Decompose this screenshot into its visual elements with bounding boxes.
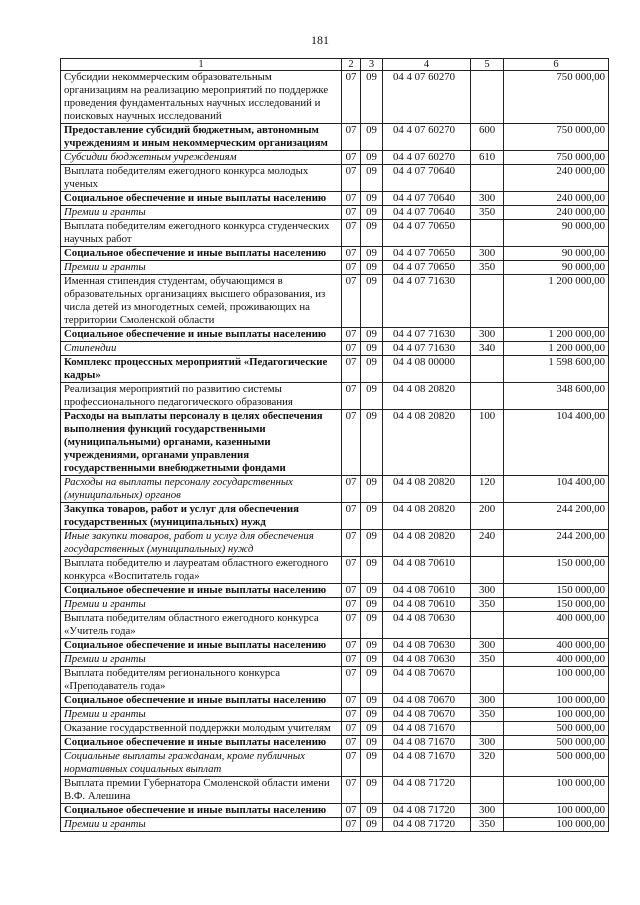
section-code-cell: 07 xyxy=(342,383,361,410)
row-name-cell: Социальное обеспечение и иные выплаты населению xyxy=(61,192,342,206)
section-code-cell: 07 xyxy=(342,694,361,708)
subsection-code-cell: 09 xyxy=(361,503,383,530)
table-row xyxy=(61,383,609,410)
header-row xyxy=(61,59,609,71)
amount-cell: 750 000,00 xyxy=(504,124,609,151)
table-row xyxy=(61,557,609,584)
amount-cell: 100 000,00 xyxy=(504,818,609,832)
table-row xyxy=(61,192,609,206)
expense-type-cell xyxy=(471,356,504,383)
amount-cell: 100 000,00 xyxy=(504,708,609,722)
section-code-cell: 07 xyxy=(342,124,361,151)
expense-type-cell: 300 xyxy=(471,192,504,206)
amount-cell: 1 200 000,00 xyxy=(504,275,609,328)
subsection-code-cell: 09 xyxy=(361,124,383,151)
section-code-cell: 07 xyxy=(342,165,361,192)
amount-cell: 750 000,00 xyxy=(504,151,609,165)
amount-cell: 1 200 000,00 xyxy=(504,342,609,356)
row-name-cell: Выплата победителям ежегодного конкурса студенческих научных работ xyxy=(61,220,342,247)
expense-type-cell xyxy=(471,71,504,124)
section-code-cell: 07 xyxy=(342,410,361,476)
table-row xyxy=(61,124,609,151)
section-code-cell: 07 xyxy=(342,530,361,557)
expense-type-cell: 350 xyxy=(471,708,504,722)
subsection-code-cell: 09 xyxy=(361,476,383,503)
section-code-cell: 07 xyxy=(342,557,361,584)
expense-type-cell: 300 xyxy=(471,247,504,261)
target-article-cell: 04 4 08 70610 xyxy=(383,584,471,598)
table-row xyxy=(61,261,609,275)
section-code-cell: 07 xyxy=(342,476,361,503)
amount-cell: 240 000,00 xyxy=(504,165,609,192)
budget-table xyxy=(60,58,609,832)
table-row xyxy=(61,71,609,124)
section-code-cell: 07 xyxy=(342,247,361,261)
target-article-cell: 04 4 08 70670 xyxy=(383,708,471,722)
target-article-cell: 04 4 07 60270 xyxy=(383,124,471,151)
expense-type-cell xyxy=(471,165,504,192)
expense-type-cell xyxy=(471,557,504,584)
header-cell: 6 xyxy=(504,59,609,71)
subsection-code-cell: 09 xyxy=(361,584,383,598)
target-article-cell: 04 4 07 70650 xyxy=(383,247,471,261)
header-cell: 4 xyxy=(383,59,471,71)
target-article-cell: 04 4 08 20820 xyxy=(383,476,471,503)
expense-type-cell: 300 xyxy=(471,736,504,750)
section-code-cell: 07 xyxy=(342,192,361,206)
header-cell: 3 xyxy=(361,59,383,71)
expense-type-cell: 340 xyxy=(471,342,504,356)
target-article-cell: 04 4 07 70640 xyxy=(383,165,471,192)
table-row xyxy=(61,736,609,750)
subsection-code-cell: 09 xyxy=(361,342,383,356)
row-name-cell: Выплата победителям регионального конкурса «Преподаватель года» xyxy=(61,667,342,694)
subsection-code-cell: 09 xyxy=(361,653,383,667)
amount-cell: 750 000,00 xyxy=(504,71,609,124)
amount-cell: 240 000,00 xyxy=(504,192,609,206)
expense-type-cell: 320 xyxy=(471,750,504,777)
subsection-code-cell: 09 xyxy=(361,410,383,476)
expense-type-cell: 300 xyxy=(471,328,504,342)
table-row xyxy=(61,342,609,356)
target-article-cell: 04 4 08 71720 xyxy=(383,804,471,818)
row-name-cell: Предоставление субсидий бюджетным, автономным учреждениям и иным некоммерческим организациям xyxy=(61,124,342,151)
target-article-cell: 04 4 08 20820 xyxy=(383,503,471,530)
row-name-cell: Социальное обеспечение и иные выплаты населению xyxy=(61,639,342,653)
section-code-cell: 07 xyxy=(342,722,361,736)
amount-cell: 150 000,00 xyxy=(504,557,609,584)
target-article-cell: 04 4 08 70610 xyxy=(383,598,471,612)
table-row xyxy=(61,247,609,261)
amount-cell: 244 200,00 xyxy=(504,503,609,530)
table-row xyxy=(61,667,609,694)
amount-cell: 400 000,00 xyxy=(504,612,609,639)
section-code-cell: 07 xyxy=(342,708,361,722)
section-code-cell: 07 xyxy=(342,818,361,832)
amount-cell: 400 000,00 xyxy=(504,639,609,653)
subsection-code-cell: 09 xyxy=(361,736,383,750)
subsection-code-cell: 09 xyxy=(361,804,383,818)
row-name-cell: Социальное обеспечение и иные выплаты населению xyxy=(61,247,342,261)
amount-cell: 100 000,00 xyxy=(504,777,609,804)
table-row xyxy=(61,530,609,557)
section-code-cell: 07 xyxy=(342,736,361,750)
table-row xyxy=(61,818,609,832)
row-name-cell: Выплата победителям областного ежегодного конкурса «Учитель года» xyxy=(61,612,342,639)
row-name-cell: Расходы на выплаты персоналу государственных (муниципальных) органов xyxy=(61,476,342,503)
amount-cell: 348 600,00 xyxy=(504,383,609,410)
amount-cell: 100 000,00 xyxy=(504,667,609,694)
row-name-cell: Стипендии xyxy=(61,342,342,356)
target-article-cell: 04 4 07 71630 xyxy=(383,342,471,356)
section-code-cell: 07 xyxy=(342,328,361,342)
table-row xyxy=(61,750,609,777)
table-row xyxy=(61,275,609,328)
amount-cell: 500 000,00 xyxy=(504,750,609,777)
expense-type-cell: 350 xyxy=(471,818,504,832)
row-name-cell: Иные закупки товаров, работ и услуг для обеспечения государственных (муниципальных) нужд xyxy=(61,530,342,557)
row-name-cell: Премии и гранты xyxy=(61,598,342,612)
row-name-cell: Именная стипендия студентам, обучающимся в образовательных организациях высшего образования, из числа детей из многодетных семей, проживающих на территории Смоленской области xyxy=(61,275,342,328)
subsection-code-cell: 09 xyxy=(361,206,383,220)
section-code-cell: 07 xyxy=(342,750,361,777)
target-article-cell: 04 4 07 70650 xyxy=(383,261,471,275)
table-row xyxy=(61,356,609,383)
expense-type-cell xyxy=(471,667,504,694)
target-article-cell: 04 4 08 20820 xyxy=(383,383,471,410)
row-name-cell: Премии и гранты xyxy=(61,653,342,667)
row-name-cell: Премии и гранты xyxy=(61,206,342,220)
table-row xyxy=(61,584,609,598)
target-article-cell: 04 4 07 70640 xyxy=(383,206,471,220)
subsection-code-cell: 09 xyxy=(361,356,383,383)
row-name-cell: Комплекс процессных мероприятий «Педагогические кадры» xyxy=(61,356,342,383)
table-row xyxy=(61,410,609,476)
target-article-cell: 04 4 08 71720 xyxy=(383,818,471,832)
target-article-cell: 04 4 08 71670 xyxy=(383,722,471,736)
table-row xyxy=(61,165,609,192)
subsection-code-cell: 09 xyxy=(361,261,383,275)
subsection-code-cell: 09 xyxy=(361,383,383,410)
expense-type-cell: 300 xyxy=(471,584,504,598)
subsection-code-cell: 09 xyxy=(361,247,383,261)
expense-type-cell: 350 xyxy=(471,653,504,667)
subsection-code-cell: 09 xyxy=(361,694,383,708)
target-article-cell: 04 4 08 70630 xyxy=(383,639,471,653)
row-name-cell: Выплата победителям ежегодного конкурса молодых ученых xyxy=(61,165,342,192)
amount-cell: 104 400,00 xyxy=(504,410,609,476)
row-name-cell: Премии и гранты xyxy=(61,818,342,832)
amount-cell: 90 000,00 xyxy=(504,261,609,275)
section-code-cell: 07 xyxy=(342,584,361,598)
expense-type-cell: 350 xyxy=(471,261,504,275)
subsection-code-cell: 09 xyxy=(361,639,383,653)
target-article-cell: 04 4 08 71670 xyxy=(383,750,471,777)
subsection-code-cell: 09 xyxy=(361,328,383,342)
subsection-code-cell: 09 xyxy=(361,165,383,192)
amount-cell: 1 598 600,00 xyxy=(504,356,609,383)
row-name-cell: Оказание государственной поддержки молодым учителям xyxy=(61,722,342,736)
row-name-cell: Выплата премии Губернатора Смоленской области имени В.Ф. Алешина xyxy=(61,777,342,804)
section-code-cell: 07 xyxy=(342,804,361,818)
subsection-code-cell: 09 xyxy=(361,192,383,206)
section-code-cell: 07 xyxy=(342,261,361,275)
section-code-cell: 07 xyxy=(342,206,361,220)
row-name-cell: Социальное обеспечение и иные выплаты населению xyxy=(61,736,342,750)
row-name-cell: Выплата победителю и лауреатам областного ежегодного конкурса «Воспитатель года» xyxy=(61,557,342,584)
table-row xyxy=(61,612,609,639)
expense-type-cell: 240 xyxy=(471,530,504,557)
expense-type-cell: 120 xyxy=(471,476,504,503)
amount-cell: 500 000,00 xyxy=(504,722,609,736)
row-name-cell: Реализация мероприятий по развитию системы профессионального педагогического образования xyxy=(61,383,342,410)
expense-type-cell xyxy=(471,275,504,328)
section-code-cell: 07 xyxy=(342,667,361,694)
amount-cell: 400 000,00 xyxy=(504,653,609,667)
expense-type-cell: 610 xyxy=(471,151,504,165)
expense-type-cell xyxy=(471,612,504,639)
target-article-cell: 04 4 08 70630 xyxy=(383,612,471,639)
subsection-code-cell: 09 xyxy=(361,708,383,722)
subsection-code-cell: 09 xyxy=(361,151,383,165)
table-row xyxy=(61,598,609,612)
target-article-cell: 04 4 08 70630 xyxy=(383,653,471,667)
amount-cell: 500 000,00 xyxy=(504,736,609,750)
section-code-cell: 07 xyxy=(342,151,361,165)
row-name-cell: Премии и гранты xyxy=(61,708,342,722)
row-name-cell: Субсидии некоммерческим образовательным организациям на реализацию мероприятий по поддержке проведения фундаментальных научных исследований и поисковых научных исследований xyxy=(61,71,342,124)
table-row xyxy=(61,708,609,722)
row-name-cell: Социальные выплаты гражданам, кроме публичных нормативных социальных выплат xyxy=(61,750,342,777)
expense-type-cell: 300 xyxy=(471,804,504,818)
row-name-cell: Социальное обеспечение и иные выплаты населению xyxy=(61,804,342,818)
row-name-cell: Премии и гранты xyxy=(61,261,342,275)
subsection-code-cell: 09 xyxy=(361,275,383,328)
header-cell: 2 xyxy=(342,59,361,71)
expense-type-cell: 350 xyxy=(471,598,504,612)
target-article-cell: 04 4 08 70610 xyxy=(383,557,471,584)
table-row xyxy=(61,722,609,736)
target-article-cell: 04 4 08 00000 xyxy=(383,356,471,383)
subsection-code-cell: 09 xyxy=(361,750,383,777)
header-cell: 1 xyxy=(61,59,342,71)
section-code-cell: 07 xyxy=(342,653,361,667)
row-name-cell: Социальное обеспечение и иные выплаты населению xyxy=(61,328,342,342)
amount-cell: 150 000,00 xyxy=(504,584,609,598)
table-row xyxy=(61,804,609,818)
section-code-cell: 07 xyxy=(342,342,361,356)
amount-cell: 240 000,00 xyxy=(504,206,609,220)
target-article-cell: 04 4 07 60270 xyxy=(383,71,471,124)
target-article-cell: 04 4 07 70650 xyxy=(383,220,471,247)
table-row xyxy=(61,503,609,530)
expense-type-cell: 300 xyxy=(471,694,504,708)
section-code-cell: 07 xyxy=(342,612,361,639)
section-code-cell: 07 xyxy=(342,220,361,247)
subsection-code-cell: 09 xyxy=(361,777,383,804)
subsection-code-cell: 09 xyxy=(361,220,383,247)
amount-cell: 244 200,00 xyxy=(504,530,609,557)
expense-type-cell: 200 xyxy=(471,503,504,530)
subsection-code-cell: 09 xyxy=(361,557,383,584)
target-article-cell: 04 4 08 70670 xyxy=(383,667,471,694)
table-row xyxy=(61,639,609,653)
amount-cell: 100 000,00 xyxy=(504,804,609,818)
table-row xyxy=(61,476,609,503)
table-row xyxy=(61,206,609,220)
row-name-cell: Закупка товаров, работ и услуг для обеспечения государственных (муниципальных) нужд xyxy=(61,503,342,530)
subsection-code-cell: 09 xyxy=(361,612,383,639)
target-article-cell: 04 4 07 70640 xyxy=(383,192,471,206)
section-code-cell: 07 xyxy=(342,639,361,653)
amount-cell: 104 400,00 xyxy=(504,476,609,503)
expense-type-cell xyxy=(471,722,504,736)
subsection-code-cell: 09 xyxy=(361,667,383,694)
expense-type-cell xyxy=(471,383,504,410)
row-name-cell: Субсидии бюджетным учреждениям xyxy=(61,151,342,165)
expense-type-cell: 300 xyxy=(471,639,504,653)
table-row xyxy=(61,151,609,165)
target-article-cell: 04 4 07 60270 xyxy=(383,151,471,165)
amount-cell: 100 000,00 xyxy=(504,694,609,708)
amount-cell: 90 000,00 xyxy=(504,247,609,261)
section-code-cell: 07 xyxy=(342,777,361,804)
amount-cell: 90 000,00 xyxy=(504,220,609,247)
target-article-cell: 04 4 07 71630 xyxy=(383,328,471,342)
expense-type-cell xyxy=(471,220,504,247)
target-article-cell: 04 4 08 20820 xyxy=(383,530,471,557)
expense-type-cell: 100 xyxy=(471,410,504,476)
section-code-cell: 07 xyxy=(342,503,361,530)
table-row xyxy=(61,694,609,708)
subsection-code-cell: 09 xyxy=(361,530,383,557)
table-row xyxy=(61,777,609,804)
target-article-cell: 04 4 08 20820 xyxy=(383,410,471,476)
subsection-code-cell: 09 xyxy=(361,818,383,832)
row-name-cell: Социальное обеспечение и иные выплаты населению xyxy=(61,694,342,708)
subsection-code-cell: 09 xyxy=(361,71,383,124)
row-name-cell: Социальное обеспечение и иные выплаты населению xyxy=(61,584,342,598)
section-code-cell: 07 xyxy=(342,356,361,383)
subsection-code-cell: 09 xyxy=(361,722,383,736)
subsection-code-cell: 09 xyxy=(361,598,383,612)
amount-cell: 1 200 000,00 xyxy=(504,328,609,342)
target-article-cell: 04 4 07 71630 xyxy=(383,275,471,328)
expense-type-cell: 600 xyxy=(471,124,504,151)
section-code-cell: 07 xyxy=(342,71,361,124)
section-code-cell: 07 xyxy=(342,275,361,328)
expense-type-cell: 350 xyxy=(471,206,504,220)
header-cell: 5 xyxy=(471,59,504,71)
row-name-cell: Расходы на выплаты персоналу в целях обеспечения выполнения функций государственными (муниципальными) органами, казенными учреждениями, органами управления государственными внебюджетными фондами xyxy=(61,410,342,476)
table-row xyxy=(61,653,609,667)
table-row xyxy=(61,328,609,342)
target-article-cell: 04 4 08 71670 xyxy=(383,736,471,750)
section-code-cell: 07 xyxy=(342,598,361,612)
amount-cell: 150 000,00 xyxy=(504,598,609,612)
expense-type-cell xyxy=(471,777,504,804)
table-row xyxy=(61,220,609,247)
target-article-cell: 04 4 08 70670 xyxy=(383,694,471,708)
target-article-cell: 04 4 08 71720 xyxy=(383,777,471,804)
page-number: 181 xyxy=(311,33,329,47)
